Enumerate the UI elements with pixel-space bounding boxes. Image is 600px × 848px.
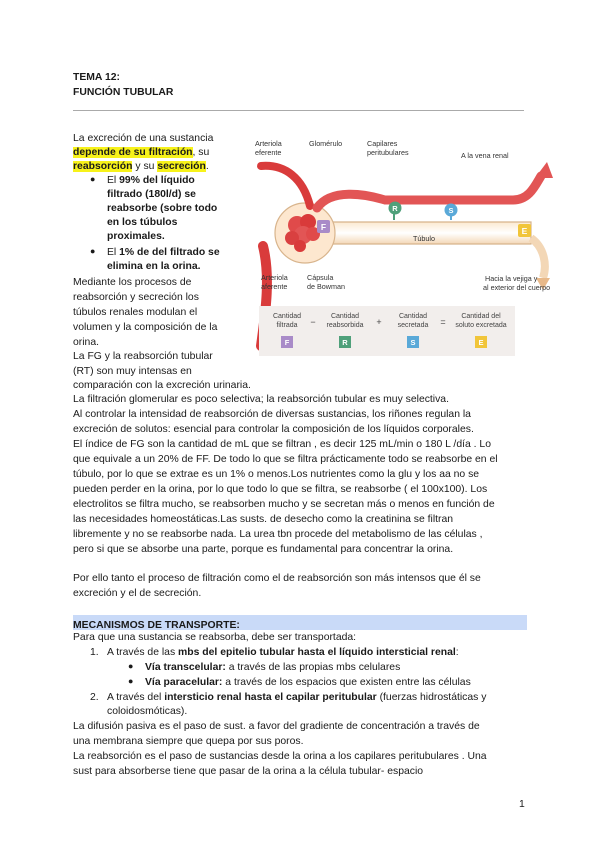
label-vena-renal: A la vena renal xyxy=(461,151,509,160)
body-line: excreción de solutos: esencial para controlar la composición de los líquidos corporales. xyxy=(73,424,474,435)
list-number: 1. xyxy=(90,647,99,658)
transport-intro: Para que una sustancia se reabsorba, debe ser transportada: xyxy=(73,632,357,643)
label-capilares-1: Capilares xyxy=(367,139,398,148)
list-number: 2. xyxy=(90,692,99,703)
svg-text:S: S xyxy=(410,338,416,347)
body-line: pueden perder en la orina, por lo que todo lo que se filtra, se reabsorbe ( el 100x100). Los xyxy=(73,484,488,495)
svg-text:Cantidad: Cantidad xyxy=(272,313,302,320)
intro-line-1: La excreción de una sustancia xyxy=(73,133,214,144)
intro-line-3: reabsorción y su secreción. xyxy=(73,161,209,172)
operator-minus: − xyxy=(310,317,316,327)
bullet-dot: ● xyxy=(90,246,96,256)
svg-text:reabsorbida: reabsorbida xyxy=(326,322,364,329)
body-line: túbulo, por lo que se extrae es un 1% o menos.Los nutrientes como la glu y los aa no se xyxy=(73,469,480,480)
label-capsula-1: Cápsula xyxy=(307,273,334,282)
peritubular-capillary xyxy=(317,176,541,208)
label-arteriola-eferente-1: Arteriola xyxy=(255,139,282,148)
doc-title-line1: TEMA 12: xyxy=(73,72,120,83)
body-line: La filtración glomerular es poco selectiva; la reabsorción tubular es muy selectiva. xyxy=(73,394,449,405)
body-line: Al controlar la intensidad de reabsorción de diversas sustancias, los riñones regulan la xyxy=(73,409,471,420)
nephron-diagram xyxy=(255,128,575,360)
transport-sub-1: Vía transcelular: a través de las propias mbs celulares xyxy=(145,662,401,673)
label-vejiga-2: al exterior del cuerpo xyxy=(483,283,551,292)
transport-item-2: A través del intersticio renal hasta el capilar peritubular (fuerzas hidrostáticas y xyxy=(107,692,487,703)
label-arteriola-eferente-2: eferente xyxy=(255,148,282,157)
svg-text:Cantidad: Cantidad xyxy=(330,313,360,320)
label-capilares-2: peritubulares xyxy=(367,148,409,157)
conclusion-line: excreción y el de secreción. xyxy=(73,588,202,599)
conclusion-line: Por ello tanto el proceso de filtración como el de reabsorción son más intensos que él se xyxy=(73,573,481,584)
doc-title-line2: FUNCIÓN TUBULAR xyxy=(73,87,174,98)
left-para-line: volumen y la composición de la xyxy=(73,322,218,333)
transport-tail-line: La difusión pasiva es el paso de sust. a favor del gradiente de concentración a través de xyxy=(73,721,480,732)
label-capsula-2: de Bowman xyxy=(307,282,345,291)
svg-text:E: E xyxy=(478,338,484,347)
intro-line-2: depende de su filtración, su xyxy=(73,147,210,158)
marker-s-label: S xyxy=(448,206,454,215)
bullet-1-line-3: reabsorbe (sobre todo xyxy=(107,203,218,214)
left-para-line: comparación con la excreción urinaria. xyxy=(73,380,251,391)
vein-arrow-icon xyxy=(535,162,553,178)
transport-tail-line: una membrana siempre que quepa por sus poros. xyxy=(73,736,304,747)
marker-f-label: F xyxy=(320,222,327,232)
urine-outflow xyxy=(531,238,545,278)
highlight-reabsorcion: reabsorción xyxy=(73,161,133,172)
left-para-line: (RT) son muy intensas en xyxy=(73,366,192,377)
label-glomerulo: Glomérulo xyxy=(309,139,343,148)
left-para-line: túbulos renales modulan el xyxy=(73,307,198,318)
body-line: pero si que se absorbe una parte, porque es fundamental para concentrar la orina. xyxy=(73,544,454,555)
bullet-dot: ● xyxy=(128,676,134,686)
left-para-line: orina. xyxy=(73,337,99,348)
highlight-filtracion: depende de su filtración xyxy=(73,147,193,158)
svg-text:soluto excretada: soluto excretada xyxy=(455,322,507,329)
bullet-2-line-1: El 1% de del filtrado se xyxy=(107,247,220,258)
left-para-line: reabsorción y secreción los xyxy=(73,292,199,303)
efferent-arteriole xyxy=(261,166,310,206)
svg-text:F: F xyxy=(284,338,290,347)
body-line: libremente y no se reabsorbe nada. La urea tbn procede del metabolismo de las células , xyxy=(73,529,483,540)
bullet-1-line-1: El 99% del líquido xyxy=(107,175,195,186)
transport-item-1: A través de las mbs del epitelio tubular hasta el líquido intersticial renal: xyxy=(107,647,459,658)
transport-item-2-cont: coloidosmóticas). xyxy=(107,706,188,717)
svg-text:Cantidad del: Cantidad del xyxy=(461,313,501,320)
left-para-line: Mediante los procesos de xyxy=(73,277,192,288)
bullet-dot: ● xyxy=(90,174,96,184)
label-tubulo: Túbulo xyxy=(413,234,435,243)
svg-text:R: R xyxy=(342,338,348,347)
svg-text:secretada: secretada xyxy=(397,322,429,329)
bullet-dot: ● xyxy=(128,661,134,671)
body-line: que equivale a un 20% de FF. De todo lo que se filtra prácticamente todo se reabsorbe en el xyxy=(73,454,498,465)
svg-text:filtrada: filtrada xyxy=(276,322,298,329)
operator-equals: = xyxy=(440,317,446,327)
left-para-line: La FG y la reabsorción tubular xyxy=(73,351,213,362)
page-number: 1 xyxy=(519,799,525,810)
bullet-1-line-4: en los túbulos xyxy=(107,217,178,228)
bullet-1-line-2: filtrado (180l/d) se xyxy=(107,189,196,200)
transport-tail-line: sust para absorberse tiene que pasar de la orina a la célula tubular- espacio xyxy=(73,766,424,777)
body-line: El índice de FG son la cantidad de mL que se filtran , es decir 125 mL/min o 180 L /día . Lo xyxy=(73,439,491,450)
transport-tail-line: La reabsorción es el paso de sustancias desde la orina a los capilares peritubulares . Una xyxy=(73,751,487,762)
operator-plus: + xyxy=(376,317,382,327)
header-divider xyxy=(73,110,524,111)
svg-text:Cantidad: Cantidad xyxy=(398,313,428,320)
bullet-1-line-5: proximales. xyxy=(107,231,165,242)
marker-e-label: E xyxy=(521,226,528,236)
marker-r-label: R xyxy=(392,204,398,213)
section-heading-bar xyxy=(73,615,527,630)
body-line: las necesidades homeostáticas.Las susts. de desecho como la creatinina se filtran xyxy=(73,514,454,525)
label-vejiga-1: Hacia la vejiga y xyxy=(485,274,538,283)
label-arteriola-aferente-1: Arteriola xyxy=(261,273,288,282)
label-arteriola-aferente-2: aferente xyxy=(261,282,288,291)
transport-sub-2: Vía paracelular: a través de los espacios que existen entre las células xyxy=(145,677,471,688)
section-heading: MECANISMOS DE TRANSPORTE: xyxy=(73,620,240,631)
bullet-2-line-2: elimina en la orina. xyxy=(107,261,201,272)
body-line: electrolitos se filtra mucho, se reabsorben mucho y se secretan más o menos en función de xyxy=(73,499,495,510)
highlight-secrecion: secreción xyxy=(157,161,206,172)
